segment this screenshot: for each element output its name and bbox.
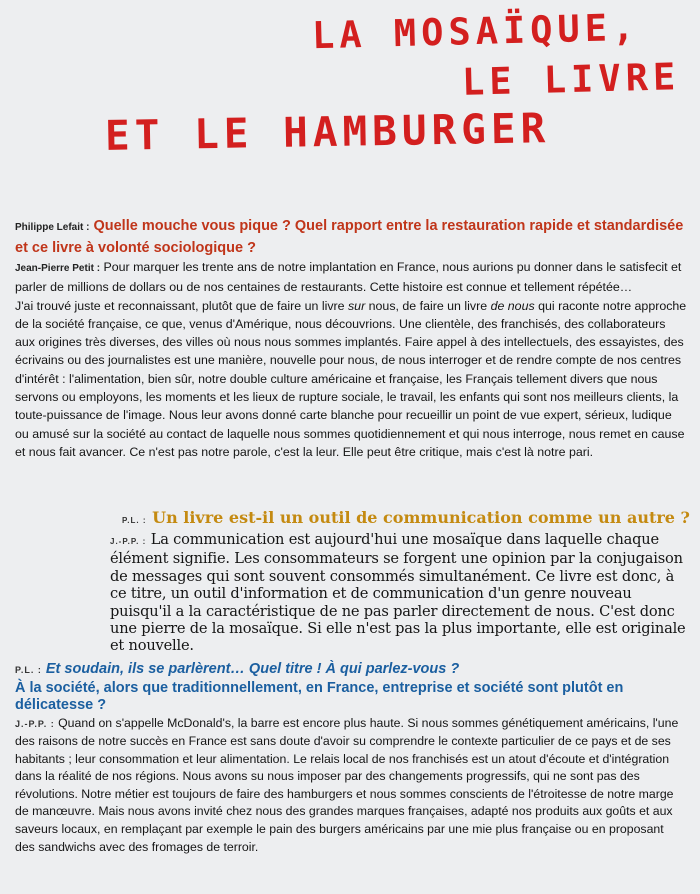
speaker-label: Jean-Pierre Petit : [15,263,101,274]
title-line-3: ET LE HAMBURGER [104,104,551,160]
question-3 [15,661,685,715]
emphasis-de-nous: de nous [490,298,535,313]
answer-1-paragraph-2 [15,297,687,462]
answer-text: Pour marquer les trente ans de notre implantation en France, nous aurions pu donner dans le satisfecit et parler de millions de dollars ou de nos centaines de restaurants. Cette histoire est connue et tellement répétée… [15,260,682,295]
speaker-label: J.-P.P. : [15,718,55,729]
title-line-2: LE LIVRE [461,55,681,104]
answer-text-b: nous, de faire un livre [365,298,491,313]
answer-text-c: qui raconte notre approche de la société française, ce que, venus d'Amérique, nous découvrions. Une clientèle, des franchisés, des collaborateurs aux origines très diverses, des villes où nous nous sommes implantés. Faire appel à des intellectuels, des essayistes, des écrivains ou des journalistes est une manière, nouvelle pour nous, de nous interroger et de rendre compte de nos centres d'intérêt : l'alimentation, bien sûr, notre double culture américaine et française, les Français tellement divers que nous servons ou employons, les moments et les lieux de rupture sociale, le travail, les enfants qui sont nos meilleurs clients, la toute-puissance de l'image. Nous leur avons donné carte blanche pour recueillir un point de vue expert, sérieux, ludique ou amusé sur la société au contact de laquelle nous sommes quotidiennement et qui nous interroge, nous remet en cause et nous fait avancer. Ce n'est pas notre parole, c'est la leur. Elle peut être critique, mais c'est là notre pari. [15,298,687,459]
interview-section-1 [15,216,687,461]
question-text-italic: Et soudain, ils se parlèrent… Quel titre ! À qui parlez-vous ? [45,661,460,677]
speaker-label: P.L. : [122,516,147,525]
question-2 [122,507,690,531]
speaker-label: J.-P.P. : [110,537,147,546]
speaker-label: P.L. : [15,665,42,675]
answer-2 [110,531,690,655]
title-line-1: LA MOSAÏQUE, [311,5,640,58]
question-text-rest: À la société, alors que traditionnellement, en France, entreprise et société sont plutôt en délicatesse ? [15,679,624,713]
answer-text-a: J'ai trouvé juste et reconnaissant, plutôt que de faire un livre [15,298,348,313]
answer-1-paragraph-1 [15,258,687,297]
question-text: Quelle mouche vous pique ? Quel rapport entre la restauration rapide et standardisée et ce livre à volonté sociologique ? [15,218,684,256]
question-1 [15,216,687,258]
answer-text: Quand on s'appelle McDonald's, la barre est encore plus haute. Si nous sommes génétiquement américains, l'une des raisons de notre succès en France est sans doute d'avoir su comprendre le contexte particulier de ce pays et de ses habitants ; leur consommation et leur alimentation. Le relais local de nos franchisés est un atout d'écoute et d'intégration dans la réalité de nos régions. Nous avons su nous imposer par des changements progressifs, qui ne sont pas des révolutions. Notre métier est toujours de faire des hamburgers et nous sommes conscients de l'étroitesse de notre marge de manœuvre. Mais nous avons invité chez nous des grandes marques françaises, adapté nos produits aux goûts et aux saveurs locaux, en remplaçant par exemple le pain des burgers américains par une mie plus française ou en proposant des sandwichs avec des fromages de terroir. [15,715,679,854]
answer-3 [15,715,685,857]
emphasis-sur: sur [347,298,366,313]
interview-section-3 [15,661,685,856]
question-text: Un livre est-il un outil de communication comme un autre ? [152,508,690,527]
interview-section-2 [110,507,690,655]
speaker-label: Philippe Lefait : [15,222,90,233]
answer-text: La communication est aujourd'hui une mosaïque dans laquelle chaque élément signifie. Les consommateurs se forgent une opinion par la conjugaison de messages qui sont souvent consommés simultanément. Ce livre est donc, à ce titre, un outil d'information et de communication d'un genre nouveau puisqu'il a la caractéristique de ne pas parler directement de nous. C'est donc une pierre de la mosaïque. Si elle n'est pas la plus importante, elle est originale et nouvelle. [110,531,686,655]
